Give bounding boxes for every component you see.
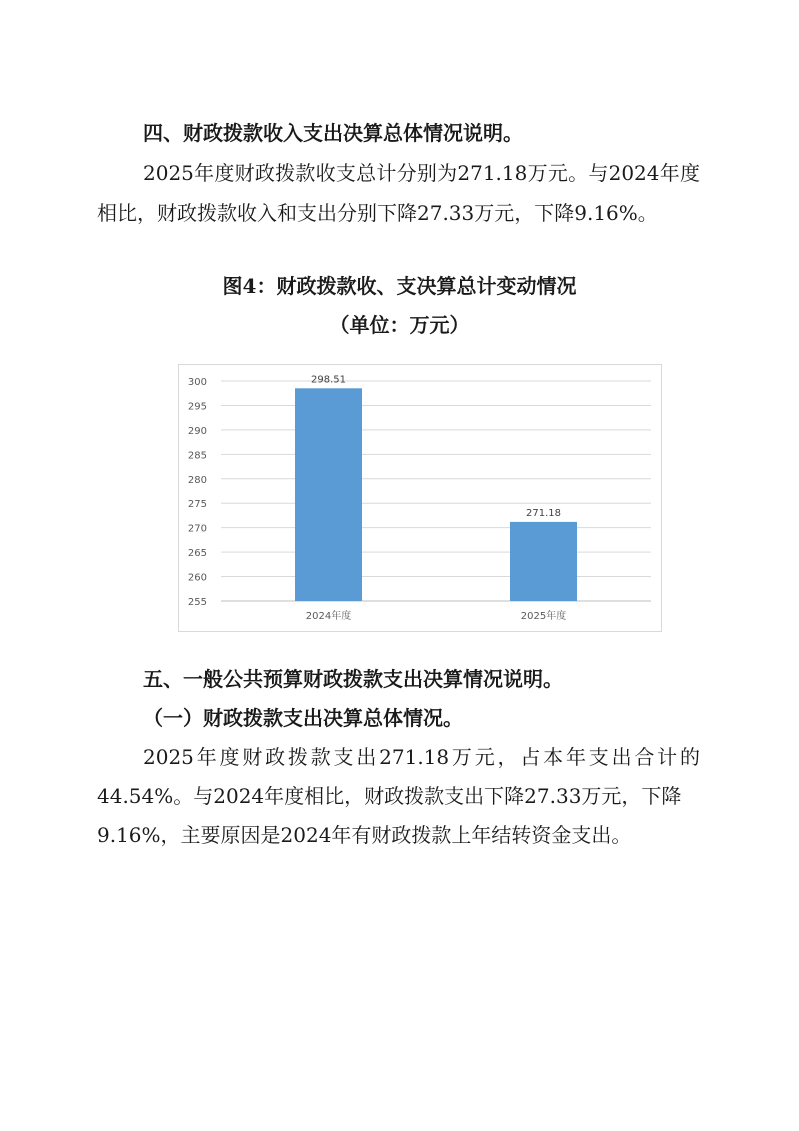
- y-tick-label: 255: [187, 597, 207, 608]
- section4-paragraph-line-2: 相比，财政拨款收入和支出分别下降27.33万元，下降9.16%。: [97, 201, 658, 225]
- x-category-label: 2025年度: [520, 611, 567, 622]
- y-tick-label: 295: [187, 401, 207, 413]
- figure-unit: （单位：万元）: [329, 313, 470, 337]
- section5-paragraph-line-2: 44.54%。与2024年度相比，财政拨款支出下降27.33万元，下降: [97, 784, 682, 808]
- y-tick-label: 260: [187, 572, 207, 584]
- y-tick-label: 280: [187, 474, 207, 486]
- bar-value-label: 271.18: [526, 507, 561, 519]
- bar: [510, 522, 577, 601]
- bar-chart: [178, 364, 662, 632]
- figure-title: 图4：财政拨款收、支决算总计变动情况: [222, 274, 577, 298]
- y-tick-label: 300: [187, 377, 207, 388]
- section5-sub-heading: （一）财政拨款支出决算总体情况。: [143, 706, 463, 730]
- section5-paragraph-line-1: 2025年度财政拨款支出271.18万元，占本年支出合计的: [143, 745, 700, 769]
- y-tick-label: 275: [187, 499, 207, 511]
- section5-paragraph-line-3: 9.16%，主要原因是2024年有财政拨款上年结转资金支出。: [97, 823, 632, 847]
- section4-paragraph-line-1: 2025年度财政拨款收支总计分别为271.18万元。与2024年度: [143, 161, 700, 185]
- section4-heading: 四、财政拨款收入支出决算总体情况说明。: [143, 121, 523, 145]
- x-category-label: 2024年度: [305, 611, 352, 622]
- y-tick-label: 265: [187, 548, 207, 560]
- bar-chart-svg: [179, 365, 663, 633]
- bar: [295, 388, 362, 601]
- section5-heading: 五、一般公共预算财政拨款支出决算情况说明。: [143, 667, 563, 691]
- y-tick-label: 270: [187, 523, 207, 535]
- y-tick-label: 285: [187, 450, 207, 462]
- y-tick-label: 290: [187, 425, 207, 437]
- bar-value-label: 298.51: [311, 374, 346, 386]
